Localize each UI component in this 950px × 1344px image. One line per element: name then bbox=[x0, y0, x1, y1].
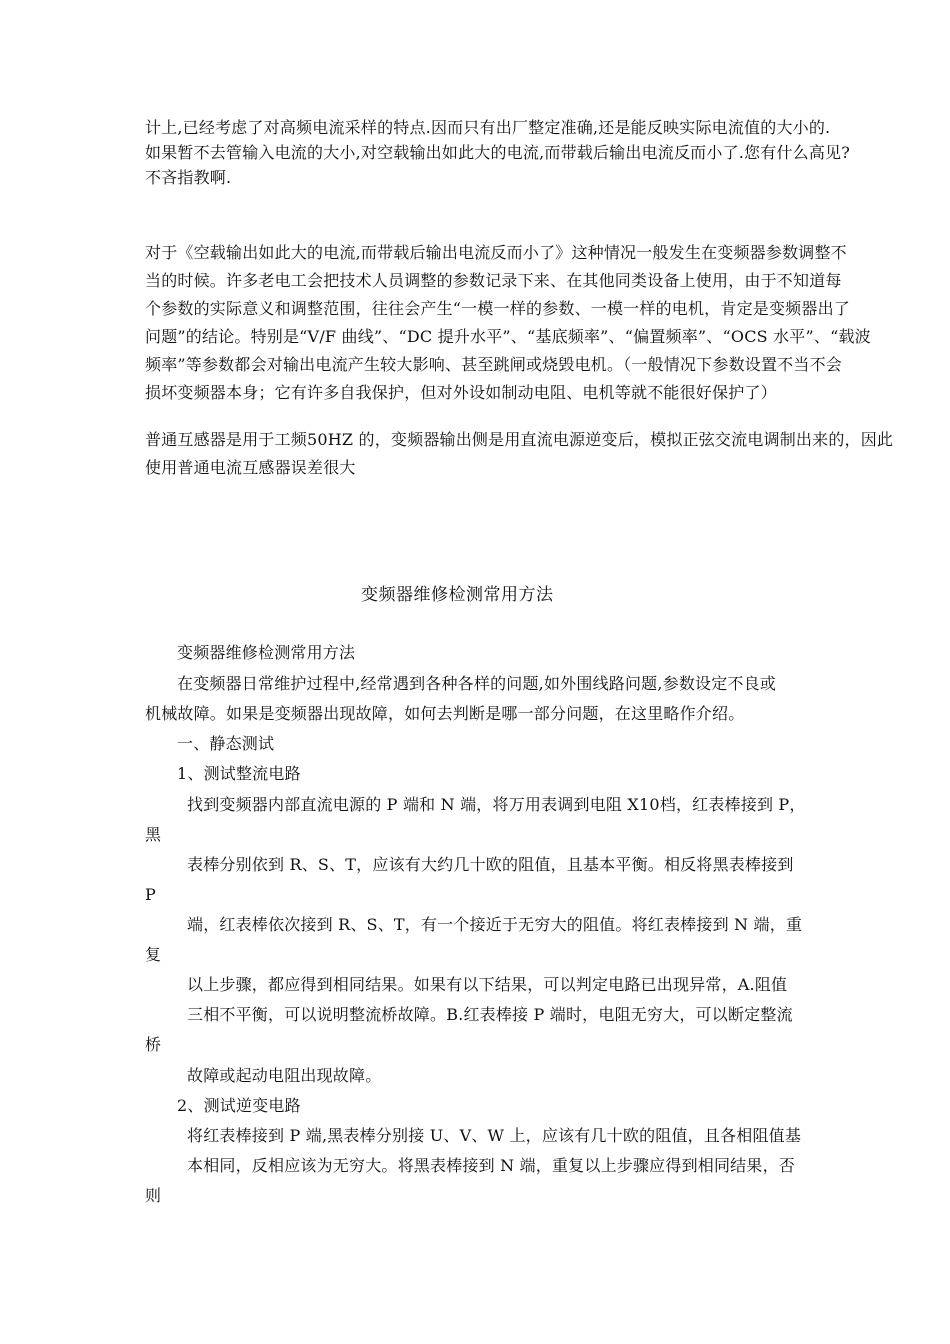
text-line: 将红表棒接到 P 端,黑表棒分别接 U、V、W 上，应该有几十欧的阻值，且各相阻值基 bbox=[187, 1126, 802, 1145]
text-line: 2、测试逆变电路 bbox=[177, 1096, 301, 1115]
section-title: 变频器维修检测常用方法 bbox=[361, 585, 554, 605]
text-line: 复 bbox=[145, 945, 162, 964]
text-line: 在变频器日常维护过程中,经常遇到各种各样的问题,如外围线路问题,参数设定不良或 bbox=[177, 674, 777, 693]
text-line: 本相同，反相应该为无穷大。将黑表棒接到 N 端，重复以上步骤应得到相同结果，否 bbox=[187, 1156, 795, 1175]
text-line: 不吝指教啊. bbox=[145, 168, 232, 187]
text-line: 普通互感器是用于工频50HZ 的，变频器输出侧是用直流电源逆变后，模拟正弦交流电调制出来的，因此 bbox=[145, 430, 894, 449]
text-line: 一、静态测试 bbox=[177, 734, 275, 753]
text-line: 1、测试整流电路 bbox=[177, 764, 301, 783]
text-line: 个参数的实际意义和调整范围，往往会产生“一模一样的参数、一模一样的电机，肯定是变频器出了 bbox=[145, 299, 850, 318]
text-line: 机械故障。如果是变频器出现故障，如何去判断是哪一部分问题，在这里略作介绍。 bbox=[145, 704, 745, 723]
text-line: 故障或起动电阻出现故障。 bbox=[187, 1066, 382, 1085]
text-line: 对于《空载输出如此大的电流,而带载后输出电流反而小了》这种情况一般发生在变频器参数调整不 bbox=[145, 243, 847, 262]
text-line: 损坏变频器本身；它有许多自我保护，但对外设如制动电阻、电机等就不能很好保护了） bbox=[145, 383, 777, 402]
text-line: P bbox=[145, 885, 156, 904]
text-line: 三相不平衡，可以说明整流桥故障。B.红表棒接 P 端时，电阻无穷大，可以断定整流 bbox=[187, 1005, 793, 1024]
text-line: 以上步骤，都应得到相同结果。如果有以下结果，可以判定电路已出现异常，A.阻值 bbox=[187, 975, 788, 994]
text-line: 问题”的结论。特别是“V/F 曲线”、“DC 提升水平”、“基底频率”、“偏置频率”、“OCS 水平”、“载波 bbox=[145, 327, 871, 346]
text-line: 桥 bbox=[145, 1035, 162, 1054]
text-line: 变频器维修检测常用方法 bbox=[177, 643, 356, 662]
text-line: 使用普通电流互感器误差很大 bbox=[145, 458, 356, 477]
text-line: 频率”等参数都会对输出电流产生较大影响、甚至跳闸或烧毁电机。（一般情况下参数设置不当不会 bbox=[145, 355, 842, 374]
text-line: 如果暂不去管输入电流的大小,对空载输出如此大的电流,而带载后输出电流反而小了.您有什么高见? bbox=[145, 143, 851, 162]
text-line: 黑 bbox=[145, 825, 162, 844]
text-line: 端，红表棒依次接到 R、S、T，有一个接近于无穷大的阻值。将红表棒接到 N 端，重 bbox=[187, 915, 803, 934]
text-line: 找到变频器内部直流电源的 P 端和 N 端，将万用表调到电阻 X10档，红表棒接到 P， bbox=[187, 795, 806, 814]
text-line: 表棒分别依到 R、S、T，应该有大约几十欧的阻值，且基本平衡。相反将黑表棒接到 bbox=[187, 855, 794, 874]
text-line: 计上,已经考虑了对高频电流采样的特点.因而只有出厂整定准确,还是能反映实际电流值的大小的. bbox=[145, 118, 831, 137]
text-line: 当的时候。许多老电工会把技术人员调整的参数记录下来、在其他同类设备上使用，由于不知道每 bbox=[145, 271, 842, 290]
text-line: 则 bbox=[145, 1186, 162, 1205]
